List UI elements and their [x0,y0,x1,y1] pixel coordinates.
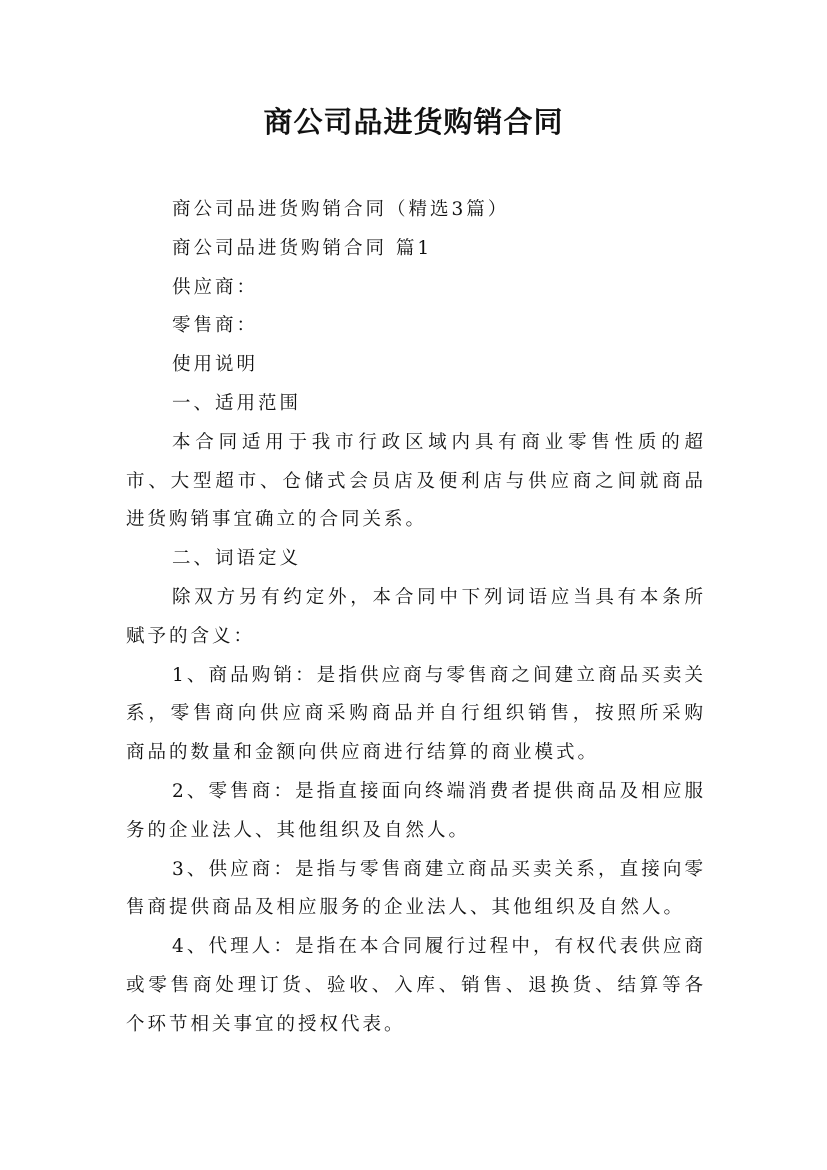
paragraph-definitions-heading: 二、词语定义 [172,548,302,570]
paragraph-definition-1: 1、商品购销：是指供应商与零售商之间建立商品买卖关系，零售商向供应商采购商品并自行组织销售，按照所采购商品的数量和金额向供应商进行结算的商业模式。 [126,664,706,764]
paragraph-supplier: 供应商： [172,276,259,298]
paragraph-subtitle: 商公司品进货购销合同（精选3篇） [172,199,510,220]
paragraph-scope-text: 本合同适用于我市行政区域内具有商业零售性质的超市、大型超市、仓储式会员店及便利店与供应商之间就商品进货购销事宜确立的合同关系。 [126,431,706,531]
document-body [126,191,706,1045]
paragraph-definition-3: 3、供应商：是指与零售商建立商品买卖关系，直接向零售商提供商品及相应服务的企业法人、其他组织及自然人。 [126,858,706,919]
document-title: 商公司品进货购销合同 [263,105,564,139]
paragraph-section-heading: 商公司品进货购销合同 篇1 [172,237,433,259]
paragraph-scope-heading: 一、适用范围 [172,392,302,414]
paragraph-definition-2: 2、零售商：是指直接面向终端消费者提供商品及相应服务的企业法人、其他组织及自然人。 [126,780,706,841]
paragraph-usage-instructions: 使用说明 [172,354,259,376]
paragraph-retailer: 零售商： [172,315,259,337]
paragraph-definitions-intro: 除双方另有约定外，本合同中下列词语应当具有本条所赋予的含义： [126,586,706,647]
paragraph-definition-4: 4、代理人：是指在本合同履行过程中，有权代表供应商或零售商处理订货、验收、入库、销售、退换货、结算等各个环节相关事宜的授权代表。 [126,936,706,1035]
